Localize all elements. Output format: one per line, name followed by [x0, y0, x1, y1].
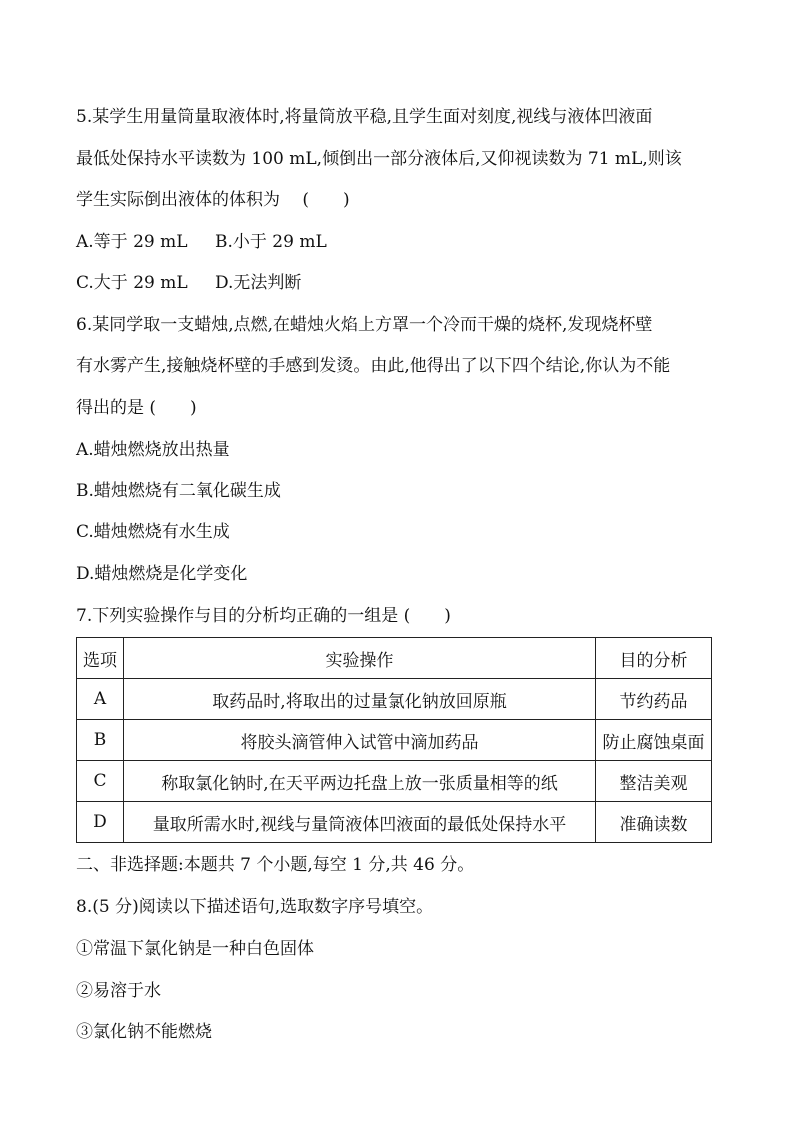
row-operation: 将胶头滴管伸入试管中滴加药品: [124, 720, 596, 761]
row-purpose: 准确读数: [596, 802, 712, 843]
table-row: [77, 761, 712, 802]
section-2-title: 二、非选择题:本题共 7 个小题,每空 1 分,共 46 分。: [76, 855, 475, 875]
q8-stem: 8.(5 分)阅读以下描述语句,选取数字序号填空。: [76, 897, 434, 917]
q5-stem-line3: 学生实际倒出液体的体积为 ( ): [76, 190, 350, 210]
q5-stem-line1: 5.某学生用量筒量取液体时,将量筒放平稳,且学生面对刻度,视线与液体凹液面: [76, 107, 653, 127]
q6-stem-line3: 得出的是 ( ): [76, 398, 197, 418]
table-row: [77, 802, 712, 843]
q7-stem: 7.下列实验操作与目的分析均正确的一组是 ( ): [76, 606, 451, 626]
q5-option-c: C.大于 29 mL: [76, 273, 188, 293]
row-option: C: [77, 761, 124, 802]
q7-table: [76, 637, 712, 843]
q5-option-b: B.小于 29 mL: [215, 232, 327, 252]
header-option: 选项: [77, 638, 124, 679]
header-purpose: 目的分析: [596, 638, 712, 679]
row-option: B: [77, 720, 124, 761]
row-operation: 称取氯化钠时,在天平两边托盘上放一张质量相等的纸: [124, 761, 596, 802]
q6-option-a: A.蜡烛燃烧放出热量: [76, 440, 230, 460]
table-row: [77, 720, 712, 761]
row-purpose: 防止腐蚀桌面: [596, 720, 712, 761]
row-option: A: [77, 679, 124, 720]
q8-item-1: ①常温下氯化钠是一种白色固体: [76, 939, 314, 959]
q6-option-b: B.蜡烛燃烧有二氧化碳生成: [76, 481, 281, 501]
q8-item-3: ③氯化钠不能燃烧: [76, 1022, 212, 1042]
row-option: D: [77, 802, 124, 843]
row-purpose: 整洁美观: [596, 761, 712, 802]
header-operation: 实验操作: [124, 638, 596, 679]
q8-item-2: ②易溶于水: [76, 981, 161, 1001]
table-header-row: [77, 638, 712, 679]
q5-option-d: D.无法判断: [215, 273, 302, 293]
row-purpose: 节约药品: [596, 679, 712, 720]
table-row: [77, 679, 712, 720]
row-operation: 量取所需水时,视线与量筒液体凹液面的最低处保持水平: [124, 802, 596, 843]
q5-stem-line2: 最低处保持水平读数为 100 mL,倾倒出一部分液体后,又仰视读数为 71 mL,则该: [76, 149, 682, 169]
row-operation: 取药品时,将取出的过量氯化钠放回原瓶: [124, 679, 596, 720]
q6-option-c: C.蜡烛燃烧有水生成: [76, 522, 230, 542]
q6-stem-line2: 有水雾产生,接触烧杯壁的手感到发烫。由此,他得出了以下四个结论,你认为不能: [76, 356, 671, 376]
q6-stem-line1: 6.某同学取一支蜡烛,点燃,在蜡烛火焰上方罩一个冷而干燥的烧杯,发现烧杯壁: [76, 315, 653, 335]
q6-option-d: D.蜡烛燃烧是化学变化: [76, 564, 248, 584]
q5-option-a: A.等于 29 mL: [76, 232, 188, 252]
